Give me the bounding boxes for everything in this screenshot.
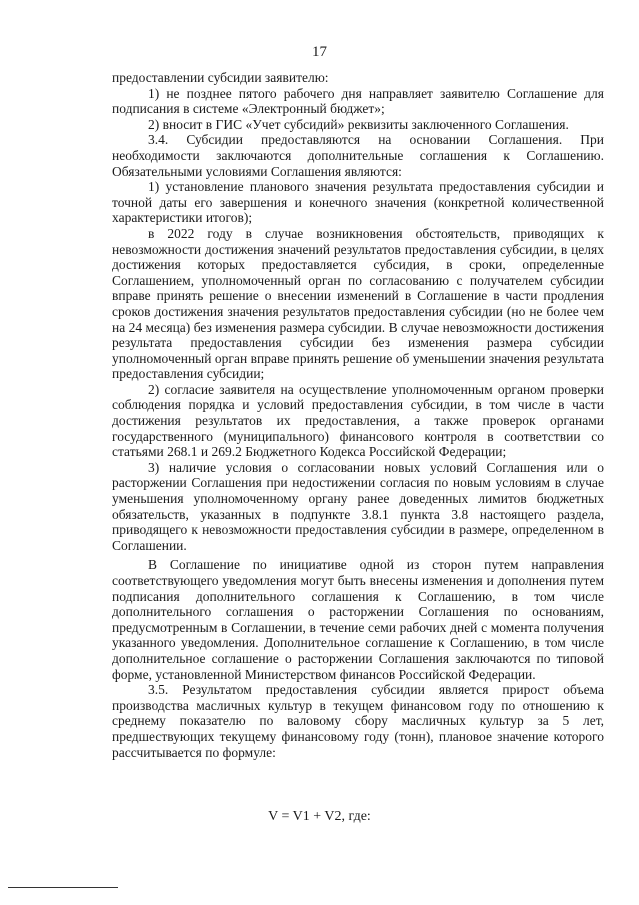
formula: V = V1 + V2, где: bbox=[268, 809, 371, 824]
footnote-separator bbox=[8, 887, 118, 888]
paragraph-2022-clause: в 2022 году в случае возникновения обстоятельств, приводящих к невозможности достижения значений результатов предоставления субсидии, в целях достижения которых предоставляется субсидия, в сроки, определенные Соглашением, уполномоченный орган по согласованию с получателем субсидии вправе принять решение о внесении изменений в Соглашение в части продления сроков достижения значения результатов предоставления субсидии (но не более чем на 24 месяца) без изменения размера субсидии. В случае невозможности достижения результата предоставления субсидии без изменения размера субсидии уполномоченный орган вправе принять решение об уменьшении значения результата предоставления субсидии; bbox=[112, 225, 604, 382]
paragraph-condition-1: 1) установление планового значения результата предоставления субсидии и точной даты его завершения и конечного значения (конкретной количественной характеристики итогов); bbox=[112, 179, 604, 226]
paragraph-condition-2: 2) согласие заявителя на осуществление уполномоченным органом проверки соблюдения порядка и условий предоставления субсидии, в том числе в части достижения результатов их предоставления, а также проверок органами государственного (муниципального) финансового контроля в соответствии со статьями 268.1 и 269.2 Бюджетного Кодекса Российской Федерации; bbox=[112, 381, 604, 460]
paragraph-3-4: 3.4. Субсидии предоставляются на основании Соглашения. При необходимости заключаются дополнительные соглашения к Соглашению. Обязательными условиями Соглашения являются: bbox=[112, 132, 604, 179]
paragraph-item-2-gis: 2) вносит в ГИС «Учет субсидий» реквизиты заключенного Соглашения. bbox=[148, 116, 569, 132]
paragraph-item-1-sign: 1) не позднее пятого рабочего дня направляет заявителю Соглашение для подписания в системе «Электронный бюджет»; bbox=[112, 85, 604, 117]
paragraph-continuation: предоставлении субсидии заявителю: bbox=[112, 70, 329, 85]
page-number: 17 bbox=[312, 44, 327, 60]
paragraph-amendments: В Соглашение по инициативе одной из сторон путем направления соответствующего уведомления могут быть внесены изменения и дополнения путем подписания дополнительного соглашения к Соглашению, в том числе дополнительного соглашения о расторжении Соглашения по основаниям, предусмотренным в Соглашении, в течение семи рабочих дней с момента получения указанного уведомления. Дополнительное соглашение к Соглашению, в том числе дополнительное соглашение о расторжении Соглашения заключаются по типовой форме, установленной Министерством финансов Российской Федерации. bbox=[112, 557, 604, 682]
document-body bbox=[112, 70, 604, 760]
paragraph-condition-3: 3) наличие условия о согласовании новых условий Соглашения или о расторжении Соглашения при недостижении согласия по новым условиям в случае уменьшения уполномоченному органу ранее доведенных лимитов бюджетных обязательств, указанных в подпункте 3.8.1 пункта 3.8 настоящего раздела, приводящего к невозможности предоставления субсидии в размере, определенном в Соглашении. bbox=[112, 459, 604, 553]
paragraph-3-5: 3.5. Результатом предоставления субсидии является прирост объема производства масличных культур в текущем финансовом году по отношению к среднему показателю по валовому сбору масличных культур за 5 лет, предшествующих текущему финансовому году (тонн), плановое значение которого рассчитывается по формуле: bbox=[112, 682, 604, 760]
